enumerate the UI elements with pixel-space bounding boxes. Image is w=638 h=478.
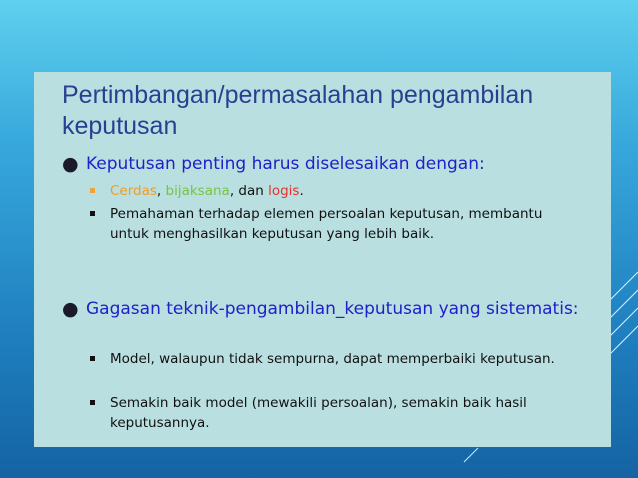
bullet-gagasan-teknik — [62, 298, 597, 321]
bullet-square-icon — [90, 356, 95, 361]
sub-bullet-text: Semakin baik model (mewakili persoalan), semakin baik hasil keputusannya. — [110, 395, 527, 431]
sub-bullet-cerdas — [90, 181, 585, 201]
bullet-square-icon — [90, 400, 95, 405]
word-bijaksana: bijaksana — [165, 183, 230, 199]
bullet-square-icon — [90, 211, 95, 216]
sub-bullet-text: Model, walaupun tidak sempurna, dapat memperbaiki keputusan. — [110, 351, 555, 367]
bullet-text: Keputusan penting harus diselesaikan dengan: — [86, 154, 485, 174]
sub-bullet-semakin-baik — [90, 393, 585, 433]
sub-bullet-pemahaman — [90, 204, 585, 244]
bullet-dot-icon: ● — [62, 153, 79, 175]
period: . — [299, 183, 304, 199]
sub-bullet-text: Pemahaman terhadap elemen persoalan keputusan, membantu untuk menghasilkan keputusan yang lebih baik. — [110, 206, 543, 242]
separator: , — [156, 183, 166, 199]
bullet-text: Gagasan teknik-pengambilan_keputusan yang sistematis: — [86, 299, 579, 319]
content-panel — [34, 72, 611, 447]
bullet-square-icon — [90, 188, 95, 193]
sub-bullet-model — [90, 349, 585, 369]
separator: , dan — [229, 183, 269, 199]
bullet-keputusan-penting — [62, 153, 597, 176]
sub-bullet-text — [110, 181, 585, 201]
word-logis: logis — [268, 183, 300, 199]
bullet-dot-icon: ● — [62, 298, 79, 320]
slide-title: Pertimbangan/permasalahan pengambilan keputusan — [62, 81, 534, 140]
word-cerdas: Cerdas — [110, 183, 157, 199]
